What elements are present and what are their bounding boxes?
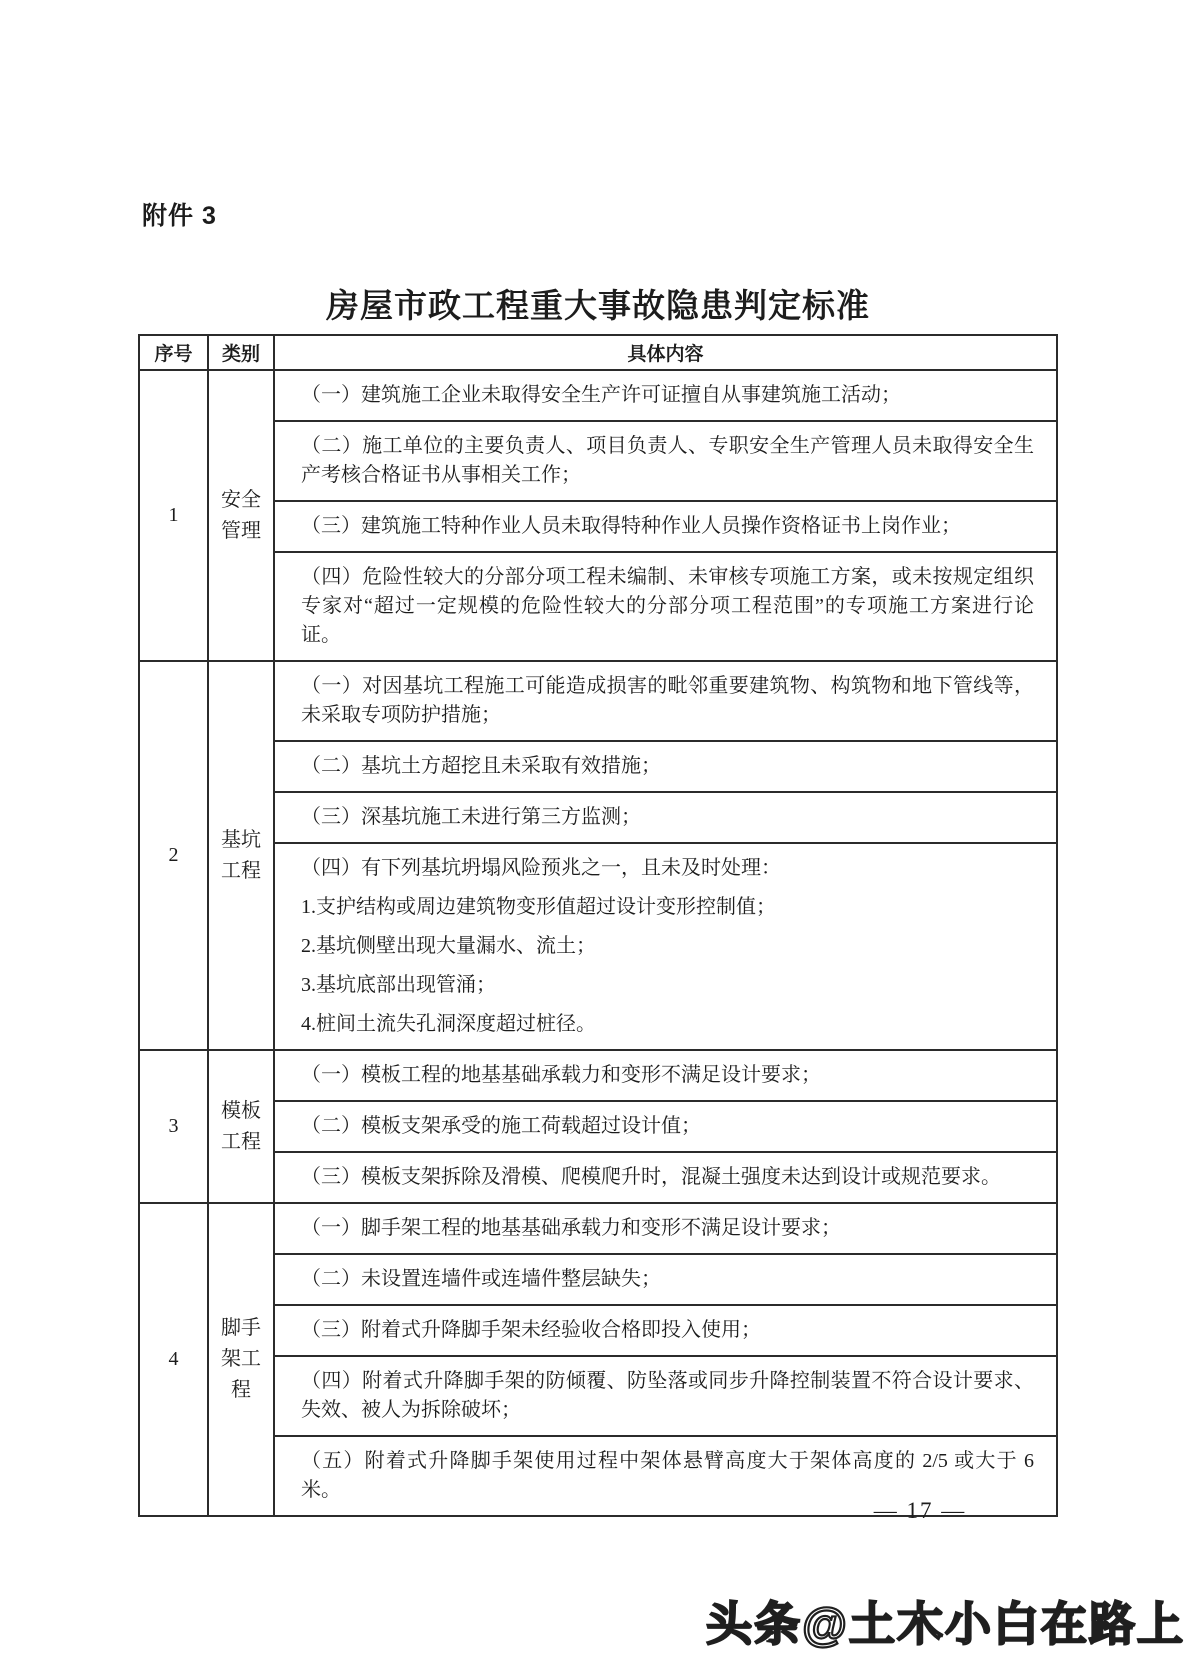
content-paragraph: （三）模板支架拆除及滑模、爬模爬升时，混凝土强度未达到设计或规范要求。 [301, 1166, 1001, 1188]
content-item [275, 662, 1056, 740]
table-row [139, 1203, 1057, 1516]
watermark: 头条@土木小白在路上 [706, 1598, 1185, 1650]
row-content [274, 370, 1057, 661]
row-category: 基坑工程 [208, 661, 274, 1050]
content-paragraph: （三）建筑施工特种作业人员未取得特种作业人员操作资格证书上岗作业； [301, 515, 961, 537]
content-paragraph: （二）施工单位的主要负责人、项目负责人、专职安全生产管理人员未取得安全生产考核合格证书从事相关工作； [301, 435, 1034, 486]
attachment-label: 附件 3 [142, 202, 217, 230]
row-serial-number: 1 [139, 370, 208, 661]
row-content [274, 1050, 1057, 1203]
content-paragraph: （四）有下列基坑坍塌风险预兆之一，且未及时处理： [301, 857, 781, 879]
content-paragraph: 2.基坑侧壁出现大量漏水、流土； [301, 935, 596, 957]
row-category: 安全管理 [208, 370, 274, 661]
content-item [275, 420, 1056, 500]
row-category: 模板工程 [208, 1050, 274, 1203]
table-row [139, 1050, 1057, 1203]
page-title: 房屋市政工程重大事故隐患判定标准 [326, 287, 870, 325]
content-paragraph: （二）模板支架承受的施工荷载超过设计值； [301, 1115, 701, 1137]
content-item [275, 371, 1056, 420]
row-category: 脚手架工程 [208, 1203, 274, 1516]
content-item [275, 842, 1056, 1049]
table-row [139, 370, 1057, 661]
content-item [275, 551, 1056, 660]
row-serial-number: 4 [139, 1203, 208, 1516]
content-paragraph: 4.桩间土流失孔洞深度超过桩径。 [301, 1013, 596, 1035]
content-paragraph: （四）附着式升降脚手架的防倾覆、防坠落或同步升降控制装置不符合设计要求、失效、被人为拆除破坏； [301, 1370, 1034, 1421]
header-specific-content: 具体内容 [274, 335, 1057, 370]
content-paragraph: （三）附着式升降脚手架未经验收合格即投入使用； [301, 1319, 761, 1341]
content-paragraph: （一）对因基坑工程施工可能造成损害的毗邻重要建筑物、构筑物和地下管线等，未采取专项防护措施； [301, 675, 1034, 726]
content-paragraph: （三）深基坑施工未进行第三方监测； [301, 806, 641, 828]
content-paragraph: （五）附着式升降脚手架使用过程中架体悬臂高度大于架体高度的 2/5 或大于 6 米。 [301, 1450, 1034, 1501]
content-paragraph: （一）建筑施工企业未取得安全生产许可证擅自从事建筑施工活动； [301, 384, 901, 406]
content-item [275, 1151, 1056, 1202]
content-paragraph: （二）基坑土方超挖且未采取有效措施； [301, 755, 661, 777]
header-serial-number: 序号 [139, 335, 208, 370]
content-item [275, 1051, 1056, 1100]
row-serial-number: 3 [139, 1050, 208, 1203]
page-number: — 17 — [873, 1498, 967, 1523]
content-item [275, 500, 1056, 551]
table-row [139, 661, 1057, 1050]
content-paragraph: 3.基坑底部出现管涌； [301, 974, 496, 996]
row-content [274, 1203, 1057, 1516]
table-header [139, 335, 1057, 370]
content-item [275, 1253, 1056, 1304]
row-content [274, 661, 1057, 1050]
content-paragraph: （二）未设置连墙件或连墙件整层缺失； [301, 1268, 661, 1290]
content-paragraph: 1.支护结构或周边建筑物变形值超过设计变形控制值； [301, 896, 776, 918]
row-serial-number: 2 [139, 661, 208, 1050]
standards-table-body [139, 370, 1057, 1516]
content-paragraph: （一）脚手架工程的地基基础承载力和变形不满足设计要求； [301, 1217, 841, 1239]
content-item [275, 791, 1056, 842]
standards-table [138, 334, 1058, 1517]
header-category: 类别 [208, 335, 274, 370]
content-item [275, 1355, 1056, 1435]
content-item [275, 1204, 1056, 1253]
content-paragraph: （四）危险性较大的分部分项工程未编制、未审核专项施工方案，或未按规定组织专家对“超过一定规模的危险性较大的分部分项工程范围”的专项施工方案进行论证。 [301, 566, 1034, 646]
content-paragraph: （一）模板工程的地基基础承载力和变形不满足设计要求； [301, 1064, 821, 1086]
content-item [275, 1304, 1056, 1355]
content-item [275, 740, 1056, 791]
content-item [275, 1100, 1056, 1151]
